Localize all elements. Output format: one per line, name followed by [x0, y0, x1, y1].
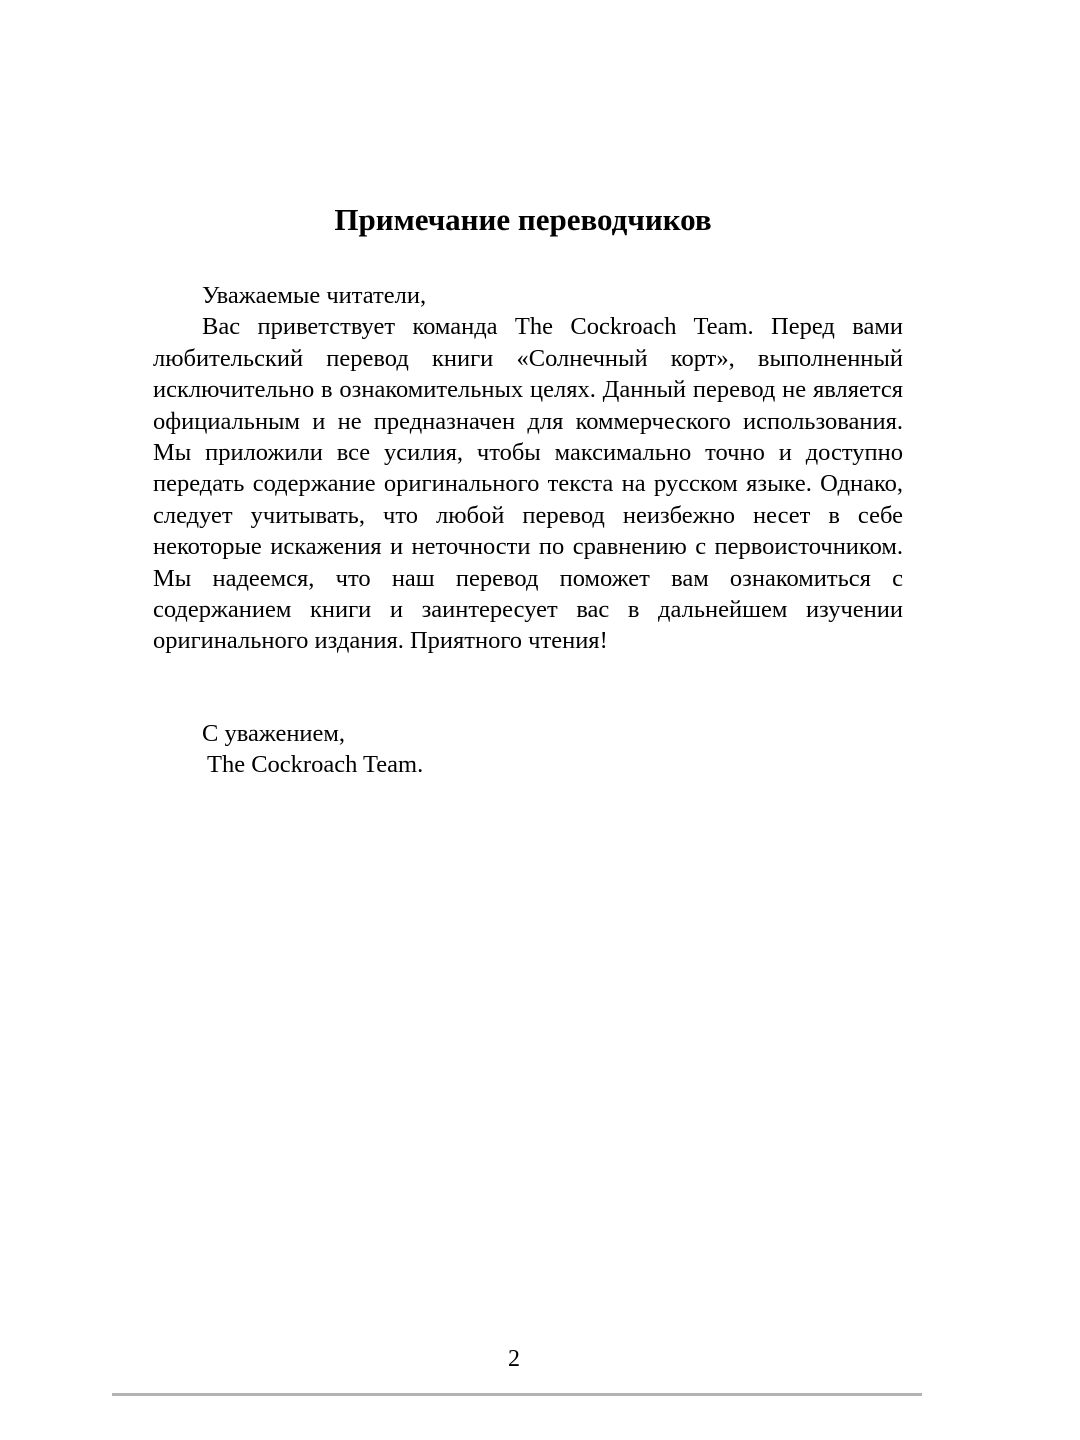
signature-name: The Cockroach Team.: [207, 751, 424, 779]
page-number: 2: [508, 1346, 520, 1372]
footer-divider: [112, 1393, 922, 1396]
greeting-line: Уважаемые читатели,: [202, 282, 427, 309]
signature-block: [202, 718, 802, 781]
page-title: Примечание переводчиков: [334, 202, 712, 237]
main-paragraph: Вас приветствует команда The Cockroach Team. Перед вами любительский перевод книги «Солнечный корт», выполненный исключительно в ознакомительных целях. Данный перевод не является официальным и не предназначен для коммерческого использования. Мы приложили все усилия, чтобы максимально точно и доступно передать содержание оригинального текста на русском языке. Однако, следует учитывать, что любой перевод неизбежно несет в себе некоторые искажения и неточности по сравнению с первоисточником. Мы надеемся, что наш перевод поможет вам ознакомиться с содержанием книги и заинтересует вас в дальнейшем изучении оригинального издания. Приятного чтения!: [153, 313, 903, 655]
closing-line: С уважением,: [202, 720, 346, 747]
letter-body: [153, 280, 903, 657]
